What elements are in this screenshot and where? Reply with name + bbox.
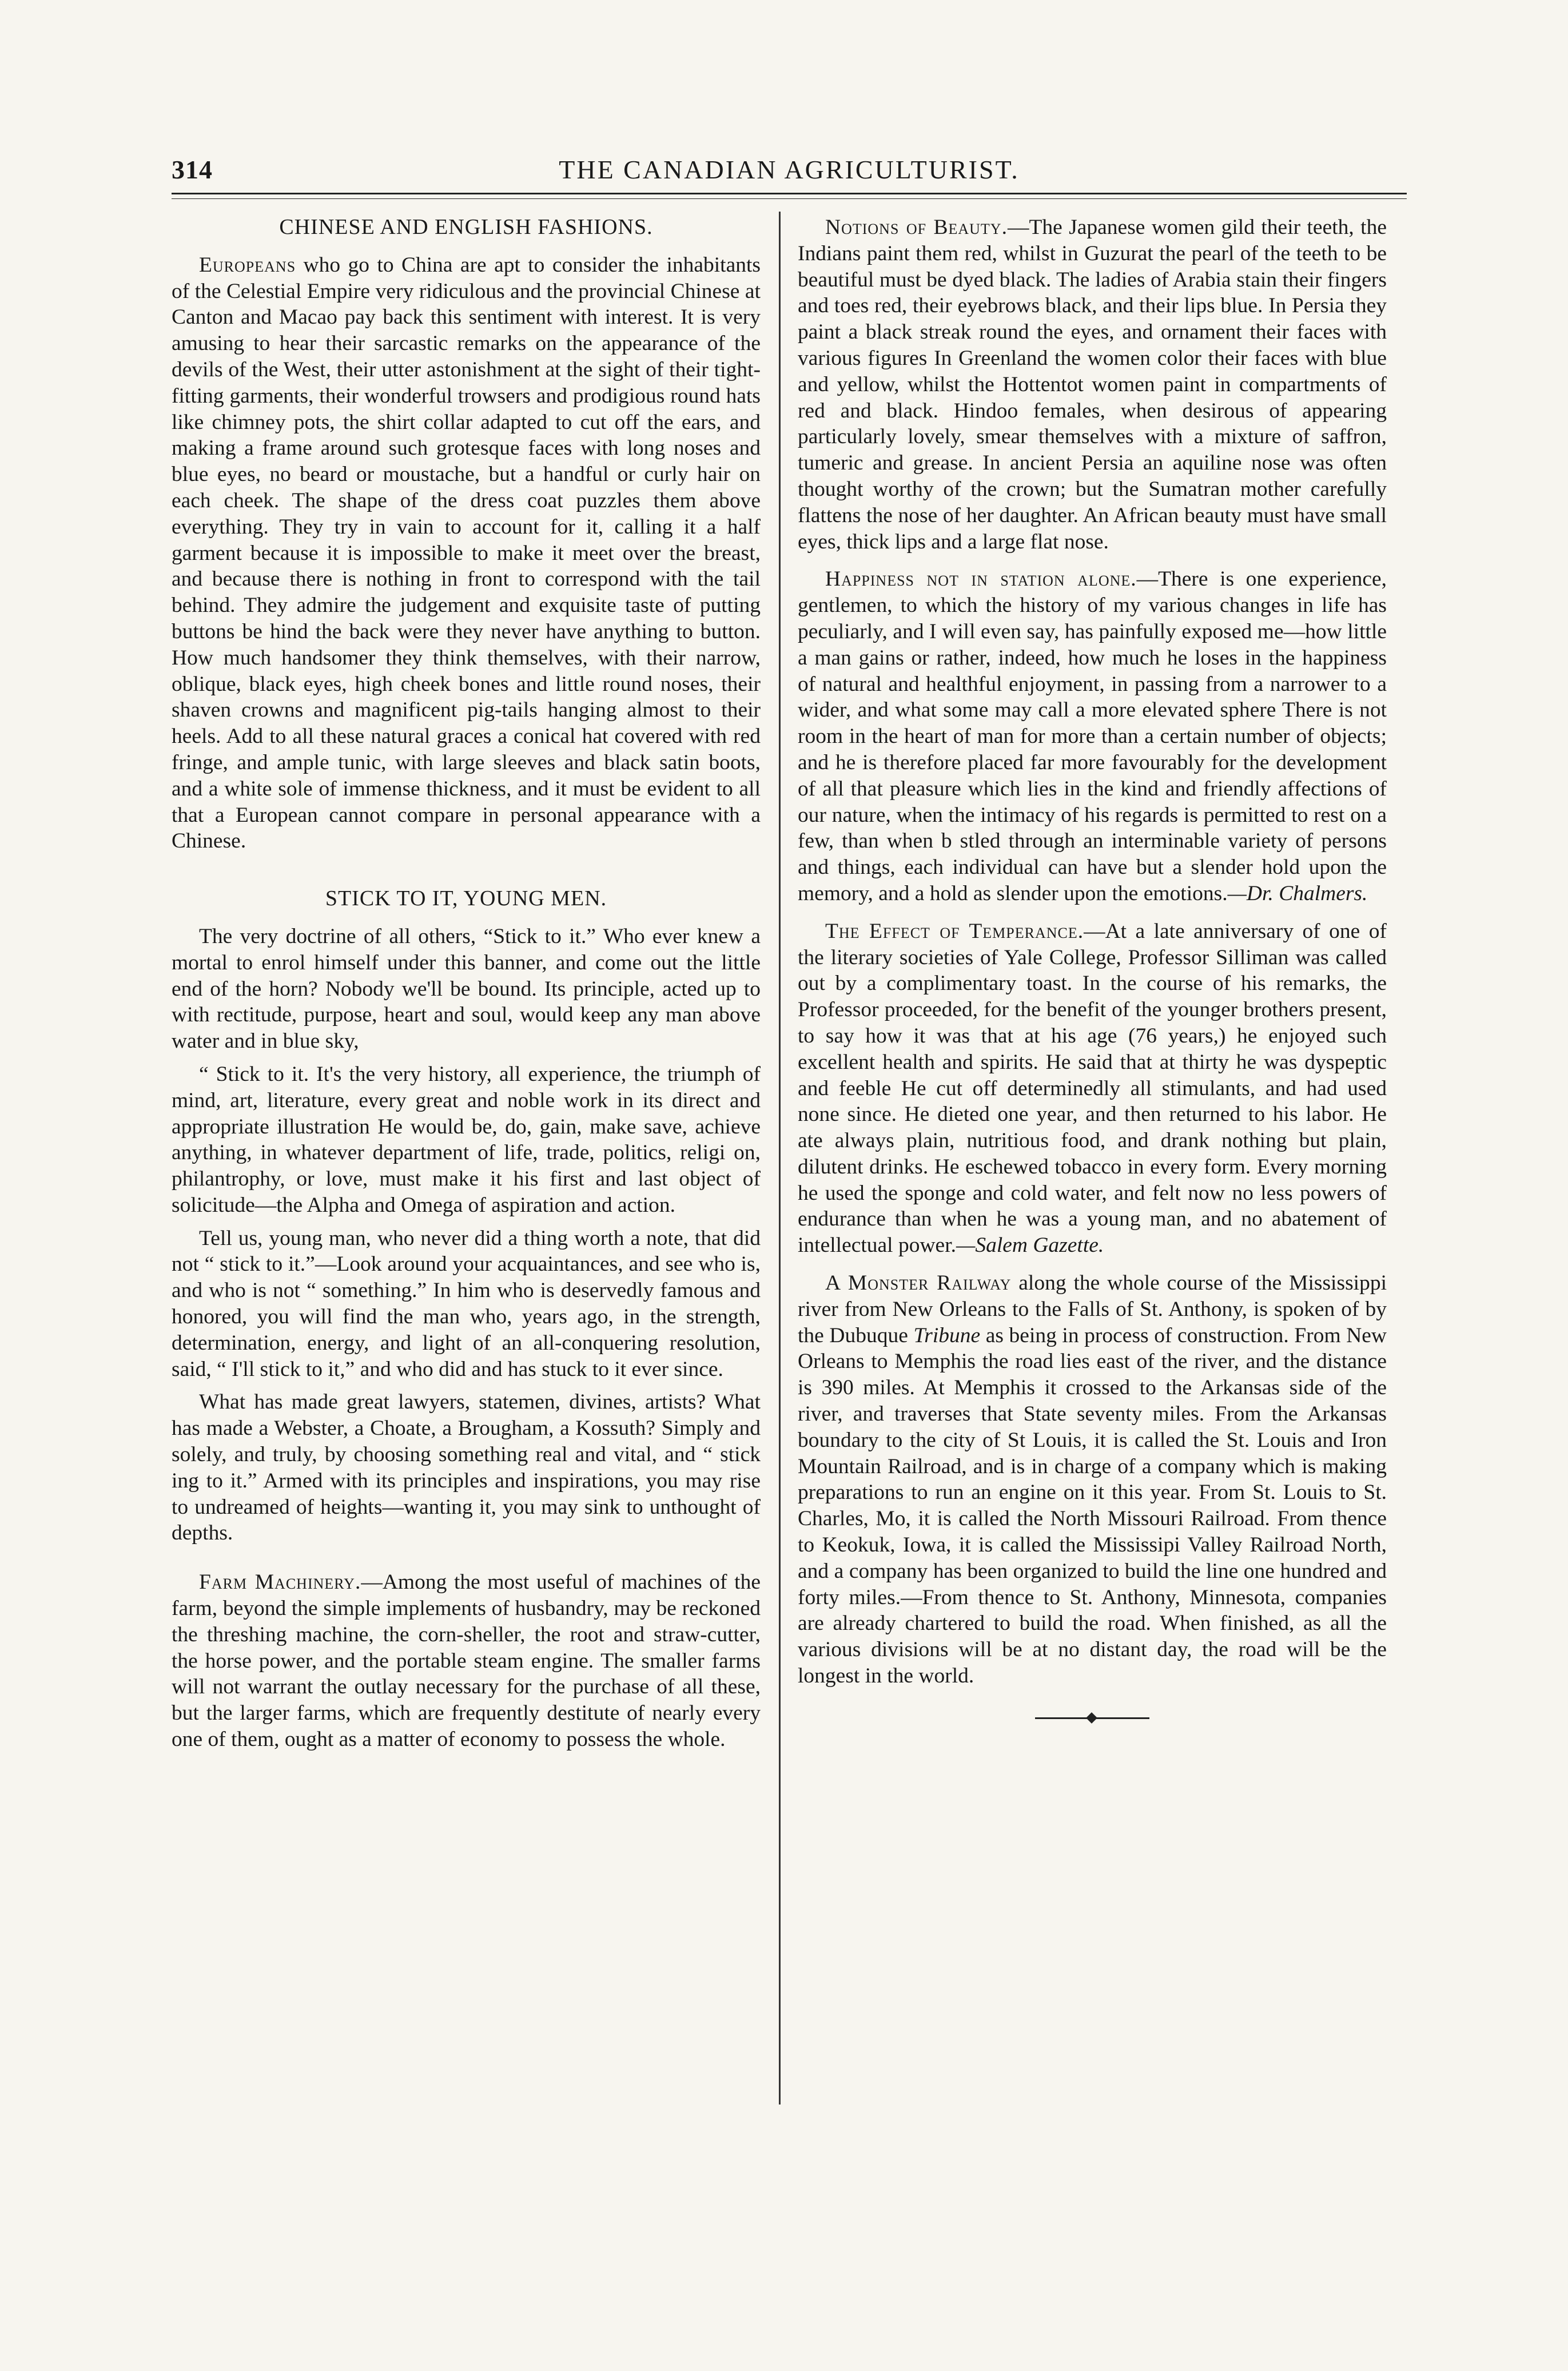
lead-heading: Happiness not in station alone.	[825, 567, 1137, 591]
paragraph-text: along the whole course of the Mississippi river from New Orleans to the Falls of St. Anthony, is spoken of by the Dubuque	[798, 1271, 1387, 1347]
running-title: THE CANADIAN AGRICULTURIST.	[559, 155, 1020, 184]
citation: —Salem Gazette.	[956, 1234, 1104, 1258]
paragraph-text: who go to China are apt to consider the inhabitants of the Celestial Empire very ridiculous and the provincial Chinese at Canton and Macao pay back this sentiment with interest. It is very amusing to hear their sarcastic remarks on the appearance of the devils of the West, their utter astonishment at the sight of their tight-fitting garments, their wonderful trowsers and prodigious round hats like chimney pots, the shirt collar adapted to cut off the ears, and making a frame around such grotesque faces with long noses and blue eyes, no beard or moustache, but a handful or curly hair on each cheek. The shape of the dress coat puzzles them above everything. They try in vain to account for it, calling it a half garment because it is impossible to make it meet over the breast, and because there is nothing in front to correspond with the tail behind. They admire the judgement and exquisite taste of putting buttons be hind the back were they never have anything to button. How much handsomer they think themselves, with their narrow, oblique, black eyes, high cheek bones and little round noses, their shaven crowns and magnificent pig-tails hanging almost to their heels. Add to all these natural graces a conical hat covered with red fringe, and ample tunic, with large sleeves and black satin boots, and a white sole of immense thickness, and it must be evident to all that a European cannot compare in personal appearance with a Chinese.	[172, 253, 761, 853]
article-paragraph	[798, 214, 1387, 555]
article-title: STICK TO IT, YOUNG MEN.	[325, 886, 607, 911]
article-happiness	[798, 566, 1387, 906]
article-paragraph: Tell us, young man, who never did a thing worth a note, that did not “ stick to it.”—Look around your acquaintances, and see who is, and who is not “ something.” In him who is deservedly famous and honored, you will find the man who, years ago, in the strength, determination, energy, and light of an all-conquering resolution, said, “ I'll stick to it,” and who did and has stuck to it ever since.	[172, 1226, 761, 1381]
paragraph-text: —The Japanese women gild their teeth, the Indians paint them red, whilst in Guzurat the pearl of the teeth to be beautiful must be dyed black. The ladies of Arabia stain their fingers and toes red, their eyebrows black, and their lips blue. In Persia they paint a black streak round the eyes, and ornament their faces with various figures In Greenland the women color their faces with blue and yellow, whilst the Hottentot women paint in compartments of red and black. Hindoo females, when desirous of appearing particularly lovely, smear themselves with a mixture of saffron, tumeric and grease. In ancient Persia an aquiline nose was often thought worthy of the crown; but the Sumatran mother carefully flattens the nose of her daughter. An African beauty must have small eyes, thick lips and a large flat nose.	[798, 216, 1387, 554]
page-header	[172, 154, 1407, 189]
newspaper-name: Tribune	[913, 1323, 981, 1347]
article-monster-railway	[798, 1270, 1387, 1689]
lead-heading: Notions of Beauty.	[825, 216, 1008, 239]
paragraph-text: —There is one experience, gentlemen, to which the history of my various changes in life has peculiarly, and I will even say, has painfully exposed me—how little a man gains or rather, indeed, how much he loses in the happiness of natural and healthful enjoyment, in passing from a narrower to a wider, and what some may call a more elevated sphere There is not room in the heart of man for more than a certain number of objects; and he is therefore placed far more favourably for the development of all that pleasure which lies in the kind and friendly affections of our nature, when the intimacy of his regards is permitted to rest on a few, than when b stled through an interminable variety of persons and things, each individual can have but a slender hold upon the memory, and a hold as slender upon the emotions.	[798, 567, 1387, 905]
article-farm-machinery	[172, 1569, 761, 1753]
article-paragraph: “ Stick to it. It's the very history, all experience, the triumph of mind, art, literature, every great and noble work in its direct and appropriate illustration He would be, do, gain, make save, achieve anything, in whatever department of life, trade, politics, religi on, philantrophy, or love, must make it his first and last object of solicitude—the Alpha and Omega of aspiration and action.	[172, 1062, 761, 1217]
article-paragraph	[798, 918, 1387, 1259]
article-paragraph	[172, 252, 761, 854]
lead-word: Europeans	[199, 253, 296, 277]
column-divider	[779, 212, 781, 2105]
article-title: CHINESE AND ENGLISH FASHIONS.	[279, 215, 653, 239]
end-ornament-rule	[1035, 1712, 1149, 1724]
article-notions-of-beauty	[798, 214, 1387, 555]
right-column	[798, 214, 1387, 1724]
header-rule	[172, 193, 1407, 194]
lead-heading: A Monster Railway	[825, 1271, 1012, 1295]
citation: —Dr. Chalmers.	[1227, 881, 1368, 905]
article-chinese-fashions	[172, 214, 761, 854]
paragraph-text: as being in process of construction. From New Orleans to Memphis the road lies east of the river, and the distance is 390 miles. At Memphis it crossed to the Arkansas side of the river, and traverses that State seventy miles. From the Arkansas boundary to the city of St Louis, it is called the St. Louis and Iron Mountain Railroad, and is in charge of a company which is making preparations to run an engine on it this year. From St. Louis to St. Charles, Mo, it is called the North Missouri Railroad. From thence to Keokuk, Iowa, it is called the Mississipi Valley Railroad North, and a company has been organized to build the line one hundred and forty miles.—From thence to St. Anthony, Minnesota, companies are already chartered to build the road. When finished, as all the various divisions will be at no distant day, the road will be the longest in the world.	[798, 1323, 1387, 1688]
header-rule-thin	[172, 198, 1407, 199]
page-number: 314	[172, 155, 213, 184]
lead-heading: The Effect of Temperance.	[825, 919, 1084, 943]
article-paragraph	[172, 1569, 761, 1753]
paragraph-text: —Among the most useful of machines of the farm, beyond the simple implements of husbandry, may be reckoned the threshing machine, the corn-sheller, the root and straw-cutter, the horse power, and the portable steam engine. The smaller farms will not warrant the outlay necessary for the purchase of all these, but the larger farms, which are frequently destitute of nearly every one of them, ought as a matter of economy to possess the whole.	[172, 1570, 761, 1752]
article-paragraph	[798, 566, 1387, 906]
left-column	[172, 214, 761, 1753]
lead-heading: Farm Machinery.	[199, 1570, 361, 1594]
article-stick-to-it	[172, 886, 761, 1546]
article-paragraph	[798, 1270, 1387, 1689]
article-paragraph: The very doctrine of all others, “Stick to it.” Who ever knew a mortal to enrol himself under this banner, and come out the little end of the horn? Nobody we'll be bound. Its principle, acted up to with rectitude, purpose, heart and soul, would keep any man above water and in blue sky,	[172, 924, 761, 1053]
article-paragraph: What has made great lawyers, statemen, divines, artists? What has made a Webster, a Choate, a Brougham, a Kossuth? Simply and solely, and truly, by choosing something real and vital, and “ stick ing to it.” Armed with its principles and inspirations, you may rise to undreamed of heights—wanting it, you may sink to unthought of depths.	[172, 1390, 761, 1545]
paragraph-text: —At a late anniversary of one of the literary societies of Yale College, Professor Silliman was called out by a complimentary toast. In the course of his remarks, the Professor proceeded, for the benefit of the younger brothers present, to say how it was that at his age (76 years,) he enjoyed such excellent health and spirits. He said that at thirty he was dyspeptic and feeble He cut off determinedly all stimulants, and had used none since. He dieted one year, and then returned to his labor. He ate always plain, nutritious food, and drank nothing but plain, dilutent drinks. He eschewed tobacco in every form. Every morning he used the sponge and cold water, and felt now no less powers of endurance than when he was a young man, and no abatement of intellectual power.	[798, 919, 1387, 1258]
article-temperance	[798, 918, 1387, 1259]
